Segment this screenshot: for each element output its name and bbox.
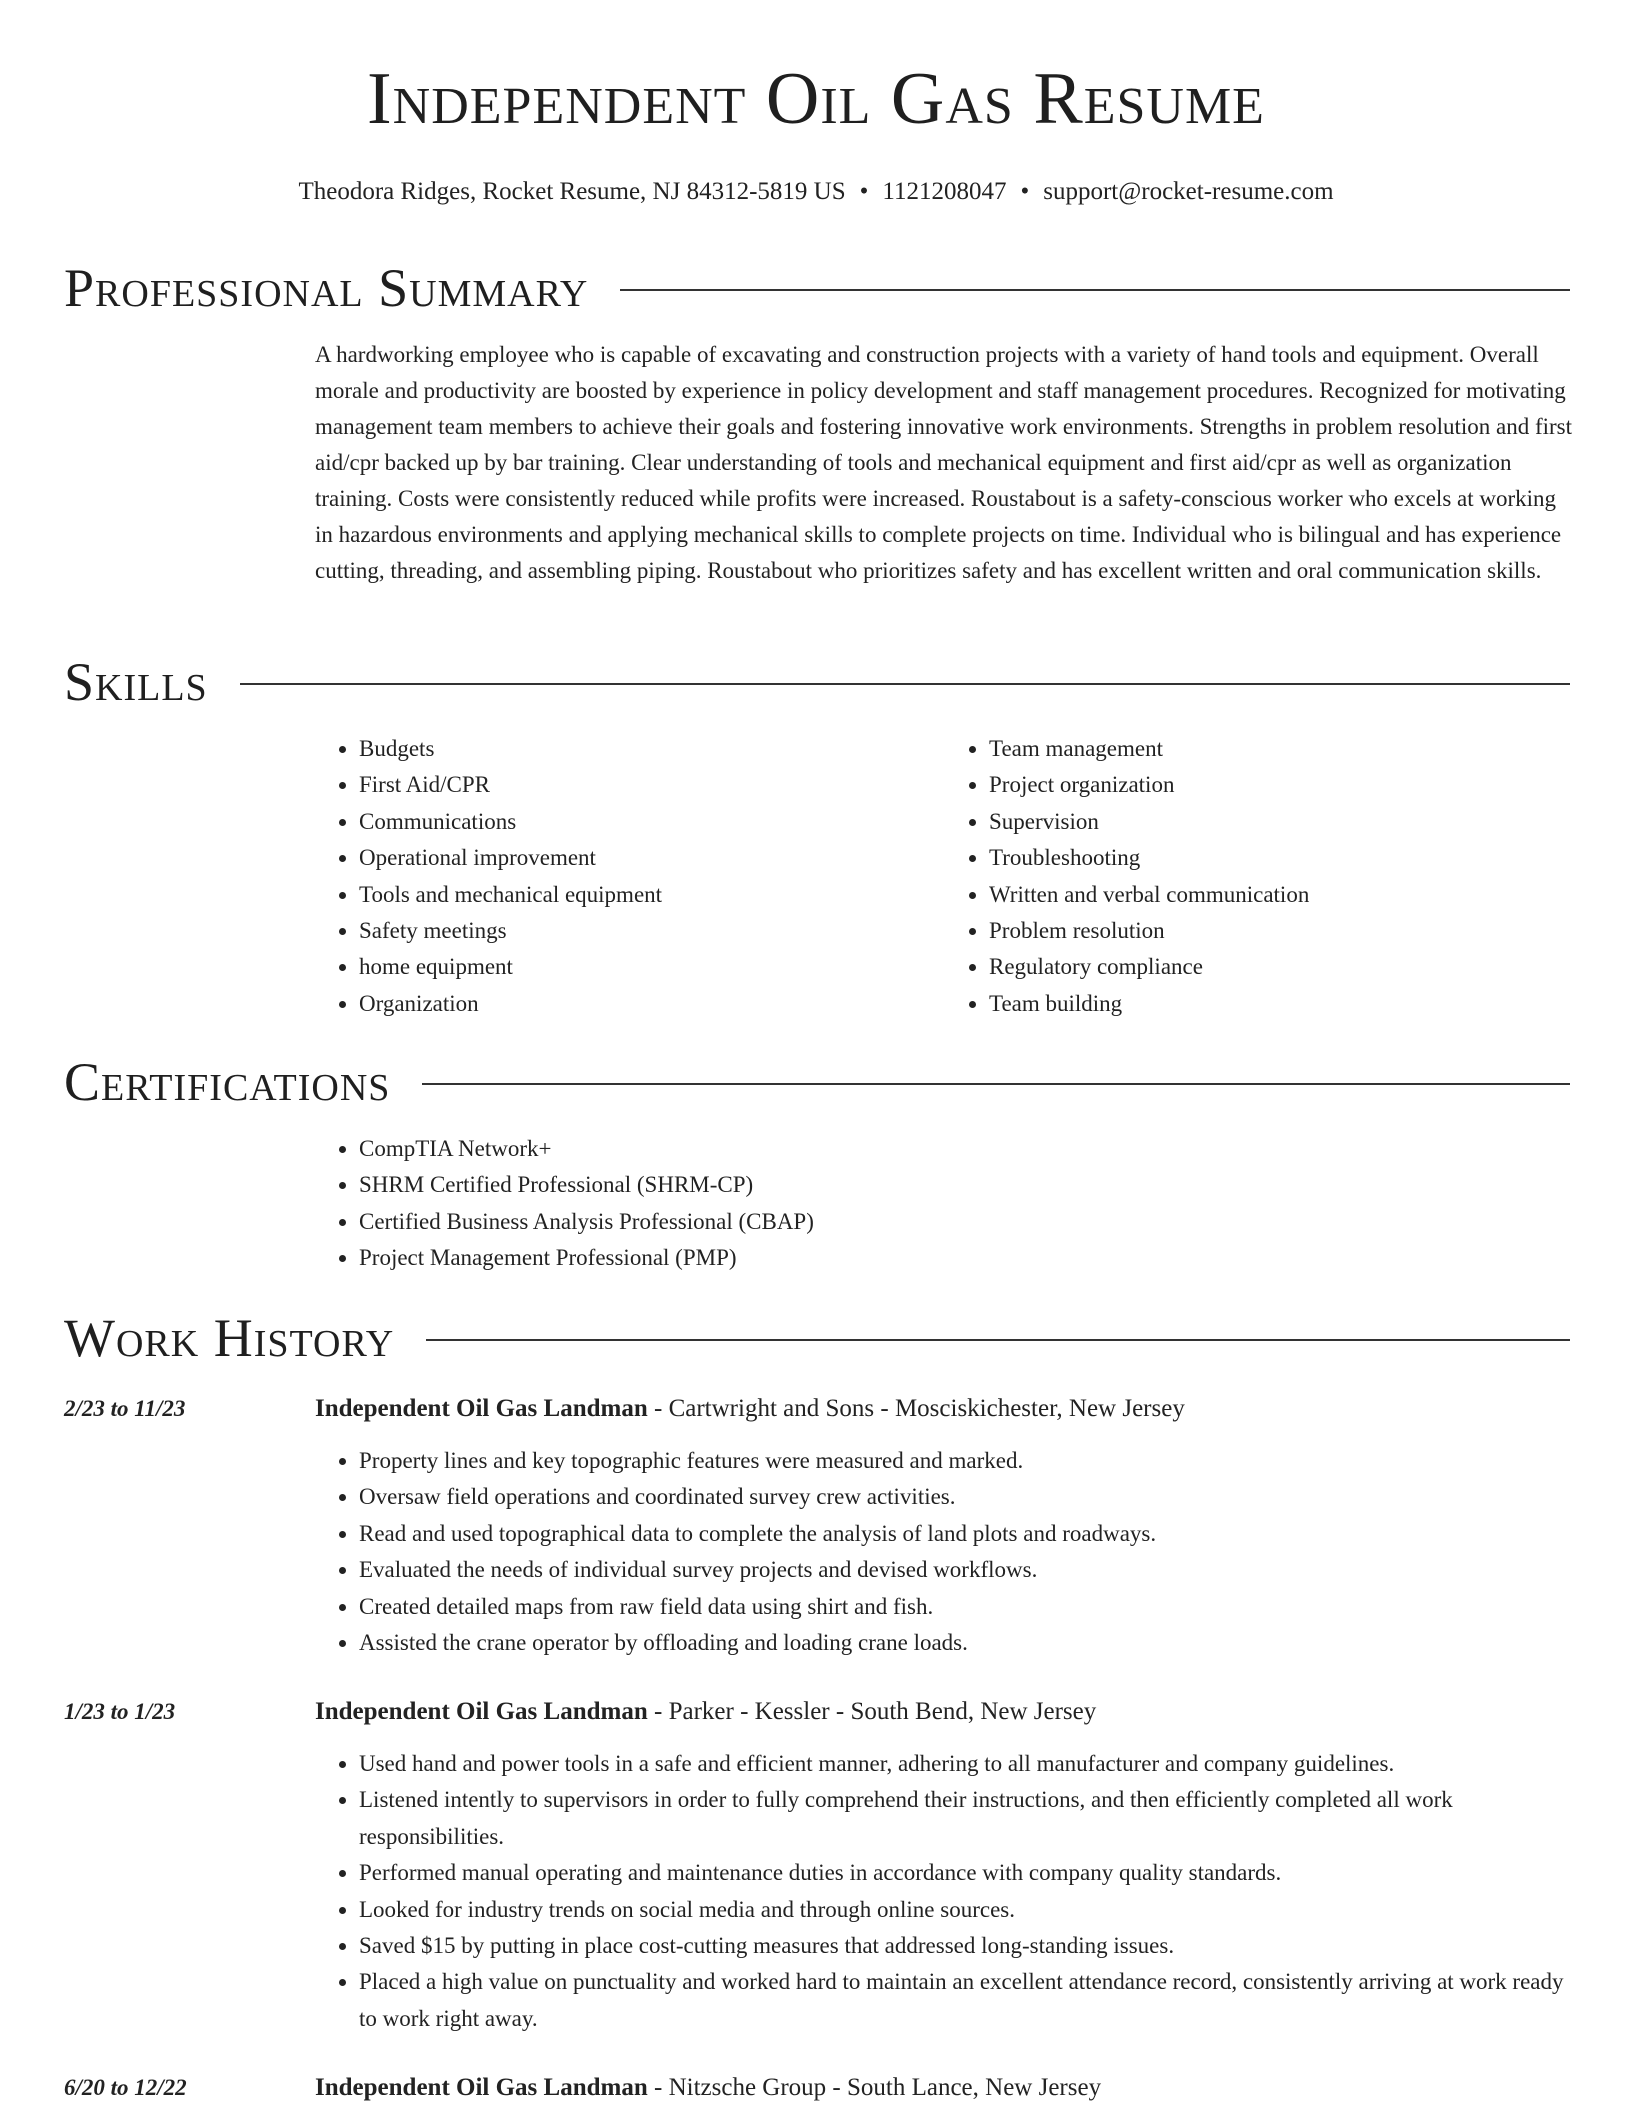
section-divider bbox=[240, 683, 1570, 685]
job-dates: 1/23 to 1/23 bbox=[64, 1699, 176, 1724]
contact-email: support@rocket-resume.com bbox=[1043, 178, 1334, 205]
job-bullet: • Created detailed maps from raw field data using shirt and fish. bbox=[359, 1589, 1575, 1625]
work-history-heading: Work History bbox=[64, 1308, 395, 1368]
job-bullet: • Evaluated the needs of individual survey projects and devised workflows. bbox=[359, 1552, 1575, 1588]
skills-section-header bbox=[64, 652, 1570, 712]
job-title-line bbox=[315, 2070, 1101, 2106]
section-divider bbox=[422, 1083, 1570, 1085]
certification-item: • SHRM Certified Professional (SHRM-CP) bbox=[359, 1167, 1575, 1203]
work-history-section-header bbox=[64, 1308, 1570, 1368]
job-bullet: • Looked for industry trends on social media and through online sources. bbox=[359, 1892, 1575, 1928]
job-bullets bbox=[315, 1443, 1575, 1661]
skill-item: • Problem resolution bbox=[989, 913, 1575, 949]
skill-item: • Team building bbox=[989, 986, 1575, 1022]
certifications-list bbox=[315, 1131, 1575, 1277]
skills-heading: Skills bbox=[64, 652, 208, 712]
certifications-heading: Certifications bbox=[64, 1052, 391, 1112]
job-role: Independent Oil Gas Landman bbox=[315, 1395, 648, 1422]
contact-separator: • bbox=[1020, 178, 1030, 205]
skill-item: • Team management bbox=[989, 731, 1575, 767]
job-bullet: • Listened intently to supervisors in order to fully comprehend their instructions, and then efficiently completed all work responsibilities. bbox=[359, 1782, 1575, 1855]
skill-item: • Operational improvement bbox=[359, 840, 945, 876]
skill-item: • Organization bbox=[359, 986, 945, 1022]
summary-heading: Professional Summary bbox=[64, 258, 589, 318]
skill-item: • Safety meetings bbox=[359, 913, 945, 949]
skill-item: • Supervision bbox=[989, 804, 1575, 840]
contact-address: Theodora Ridges, Rocket Resume, NJ 84312-5819 US bbox=[298, 178, 846, 205]
job-bullet: • Oversaw field operations and coordinated survey crew activities. bbox=[359, 1479, 1575, 1515]
skills-column-left bbox=[315, 731, 945, 1022]
skill-item: • Project organization bbox=[989, 767, 1575, 803]
skill-item: • Written and verbal communication bbox=[989, 877, 1575, 913]
summary-section-header bbox=[64, 258, 1570, 318]
skill-item: • Regulatory compliance bbox=[989, 949, 1575, 985]
job-company: - Parker - Kessler - South Bend, New Jersey bbox=[647, 1698, 1097, 1725]
job-bullet: • Placed a high value on punctuality and worked hard to maintain an excellent attendance record, consistently arriving at work ready to work right away. bbox=[359, 1964, 1575, 2037]
job-company: - Nitzsche Group - South Lance, New Jersey bbox=[647, 2074, 1102, 2101]
job-bullet: • Performed manual operating and maintenance duties in accordance with company quality standards. bbox=[359, 1855, 1575, 1891]
skill-item: • Budgets bbox=[359, 731, 945, 767]
summary-body bbox=[315, 337, 1575, 589]
job-role: Independent Oil Gas Landman bbox=[315, 1698, 648, 1725]
contact-phone: 1121208047 bbox=[882, 178, 1007, 205]
job-title-line bbox=[315, 1391, 1185, 1427]
section-divider bbox=[620, 289, 1570, 291]
skill-item: • Troubleshooting bbox=[989, 840, 1575, 876]
job-bullet: • Saved $15 by putting in place cost-cutting measures that addressed long-standing issues. bbox=[359, 1928, 1575, 1964]
certification-item: • CompTIA Network+ bbox=[359, 1131, 1575, 1167]
certification-item: • Certified Business Analysis Professional (CBAP) bbox=[359, 1204, 1575, 1240]
skills-column-right bbox=[945, 731, 1575, 1022]
section-divider bbox=[426, 1339, 1570, 1341]
contact-line bbox=[0, 176, 1632, 208]
skill-item: • Communications bbox=[359, 804, 945, 840]
skill-item: • Tools and mechanical equipment bbox=[359, 877, 945, 913]
job-bullet: • Property lines and key topographic features were measured and marked. bbox=[359, 1443, 1575, 1479]
job-role: Independent Oil Gas Landman bbox=[315, 2074, 648, 2101]
job-dates: 2/23 to 11/23 bbox=[64, 1396, 186, 1421]
resume-title: Independent Oil Gas Resume bbox=[367, 58, 1265, 140]
job-title-line bbox=[315, 1694, 1096, 1730]
skills-list bbox=[315, 731, 1575, 1022]
certifications-section-header bbox=[64, 1052, 1570, 1112]
certification-item: • Project Management Professional (PMP) bbox=[359, 1240, 1575, 1276]
job-bullet: • Read and used topographical data to complete the analysis of land plots and roadways. bbox=[359, 1516, 1575, 1552]
contact-separator: • bbox=[859, 178, 869, 205]
job-bullet: • Used hand and power tools in a safe and efficient manner, adhering to all manufacturer and company guidelines. bbox=[359, 1746, 1575, 1782]
skill-item: • First Aid/CPR bbox=[359, 767, 945, 803]
job-bullets bbox=[315, 1746, 1575, 2037]
job-company: - Cartwright and Sons - Mosciskichester, New Jersey bbox=[647, 1395, 1185, 1422]
job-bullet: • Assisted the crane operator by offloading and loading crane loads. bbox=[359, 1625, 1575, 1661]
job-dates: 6/20 to 12/22 bbox=[64, 2075, 187, 2100]
skill-item: • home equipment bbox=[359, 949, 945, 985]
summary-text: A hardworking employee who is capable of excavating and construction projects with a variety of hand tools and equipment. Overall morale and productivity are boosted by experience in policy development and staff management procedures. Recognized for motivating management team members to achieve their goals and fostering innovative work environments. Strengths in problem resolution and first aid/cpr backed up by bar training. Clear understanding of tools and mechanical equipment and first aid/cpr as well as organization training. Costs were consistently reduced while profits were increased. Roustabout is a safety-conscious worker who excels at working in hazardous environments and applying mechanical skills to complete projects on time. Individual who is bilingual and has experience cutting, threading, and assembling piping. Roustabout who prioritizes safety and has excellent written and oral communication skills. bbox=[315, 342, 1573, 583]
